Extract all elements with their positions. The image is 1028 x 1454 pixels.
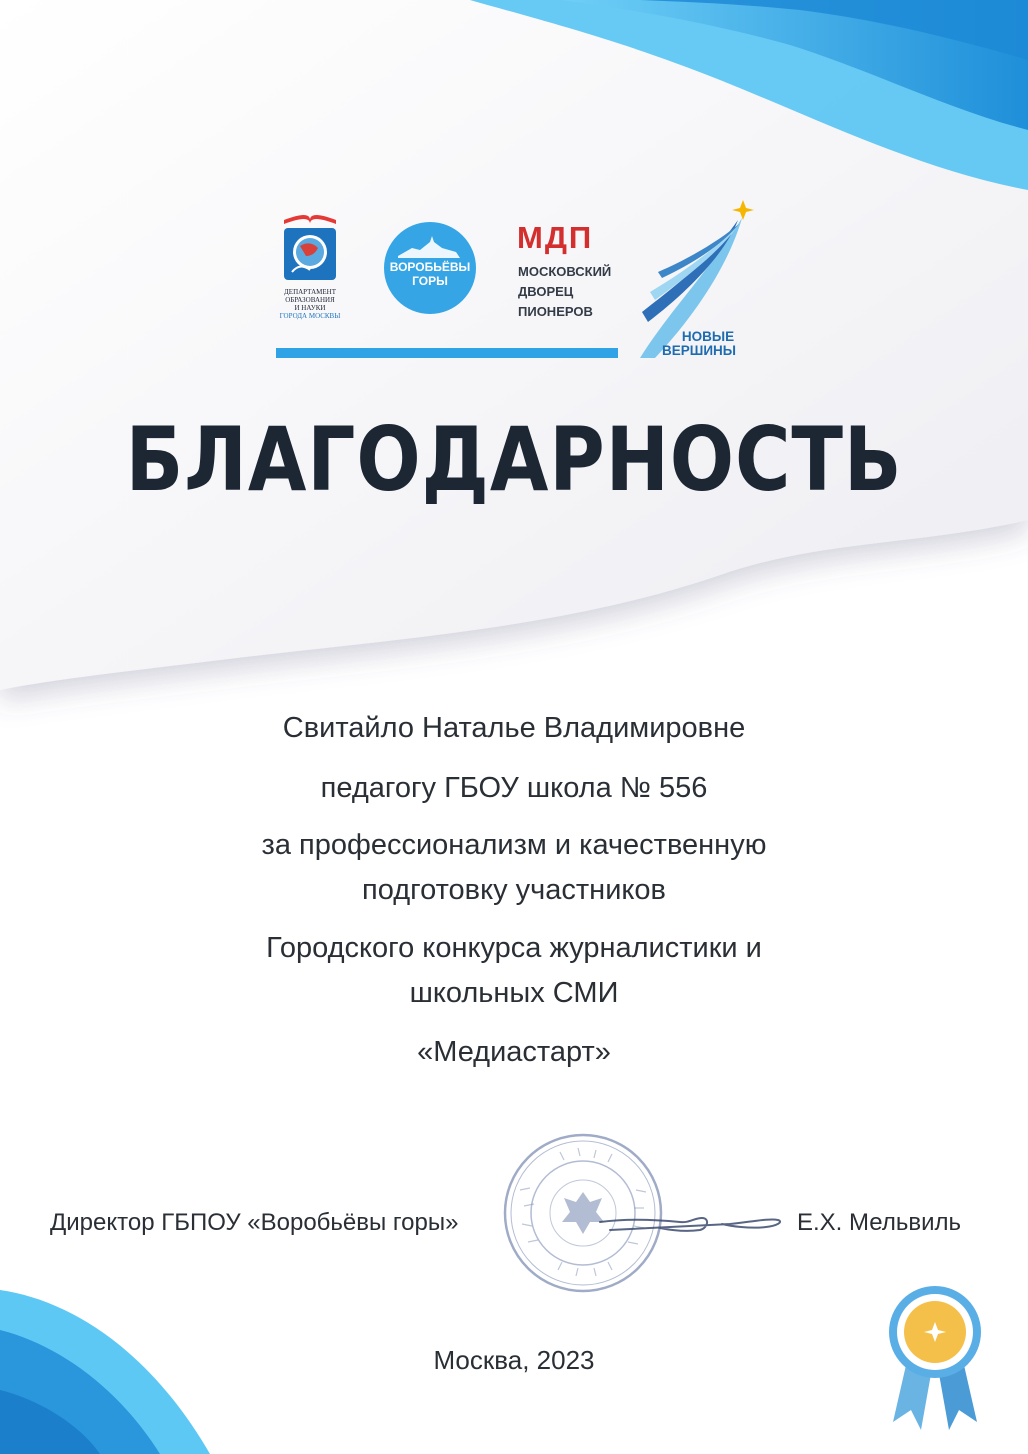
signatory-name: Е.Х. Мельвиль xyxy=(797,1209,962,1236)
reason-line-1: за профессионализм и качественную xyxy=(261,829,767,861)
mdp-line-1: МОСКОВСКИЙ xyxy=(518,264,612,279)
department-line-1: ДЕПАРТАМЕНТ xyxy=(284,288,336,296)
vg-line-2: ГОРЫ xyxy=(412,274,448,288)
blue-divider-bar xyxy=(276,348,618,358)
contest-line-1: Городского конкурса журналистики и xyxy=(266,932,762,964)
vorobyovy-gory-caption xyxy=(383,260,477,288)
document-title: БЛАГОДАРНОСТЬ xyxy=(125,408,903,511)
department-line-3: И НАУКИ xyxy=(294,304,326,312)
recipient-position: педагогу ГБОУ школа № 556 xyxy=(320,772,708,804)
handwritten-signature xyxy=(590,1200,790,1250)
department-city: ГОРОДА МОСКВЫ xyxy=(279,312,341,320)
mdp-line-3: ПИОНЕРОВ xyxy=(518,304,593,319)
place-date: Москва, 2023 xyxy=(433,1345,595,1375)
department-caption xyxy=(270,288,350,320)
mdp-mark: МДП xyxy=(517,220,594,255)
signatory-title: Директор ГБПОУ «Воробьёвы горы» xyxy=(50,1209,459,1236)
award-medal-icon xyxy=(885,1282,985,1437)
nv-line-1: НОВЫЕ xyxy=(681,329,735,344)
mdp-line-2: ДВОРЕЦ xyxy=(518,284,574,299)
department-emblem-icon xyxy=(284,215,336,280)
novye-vershiny-caption xyxy=(662,330,736,358)
contest-name: «Медиастарт» xyxy=(417,1036,611,1068)
nv-line-2: ВЕРШИНЫ xyxy=(662,343,736,358)
department-line-2: ОБРАЗОВАНИЯ xyxy=(285,296,335,304)
mdp-caption xyxy=(518,262,611,322)
vg-line-1: ВОРОБЬЁВЫ xyxy=(389,260,471,274)
reason-line-2: подготовку участников xyxy=(362,874,666,906)
recipient-name: Свитайло Наталье Владимировне xyxy=(282,712,746,744)
contest-line-2: школьных СМИ xyxy=(409,977,619,1009)
